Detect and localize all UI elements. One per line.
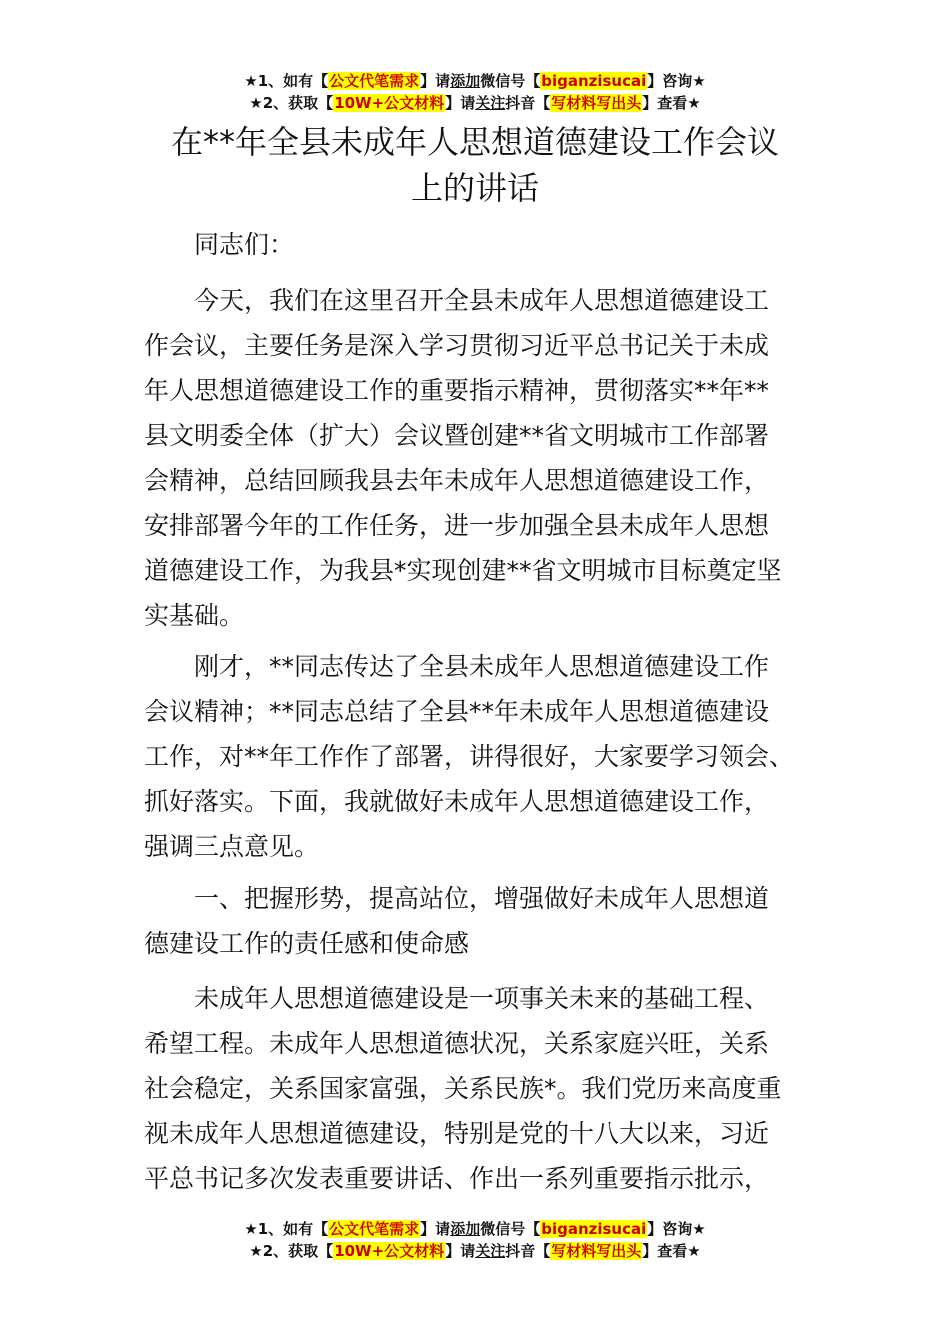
paragraph-line: 视未成年人思想道德建设，特别是党的十八大以来，习近 bbox=[144, 1119, 770, 1148]
banner-text: 】咨询★ bbox=[647, 72, 706, 90]
banner-text: 微信号【 bbox=[480, 1220, 541, 1238]
document-title-line-1: 在**年全县未成年人思想道德建设工作会议 bbox=[170, 123, 779, 161]
banner-text: 】请 bbox=[445, 94, 476, 112]
paragraph-line: 未成年人思想道德建设是一项事关未来的基础工程、 bbox=[194, 984, 770, 1013]
banner-text: ★2、获取【 bbox=[249, 1242, 334, 1260]
paragraph-line: 道德建设工作，为我县*实现创建**省文明城市目标奠定坚 bbox=[144, 556, 782, 585]
paragraph-line: 刚才，**同志传达了全县未成年人思想道德建设工作 bbox=[194, 652, 770, 681]
banner-text: 抖音【 bbox=[505, 1242, 551, 1260]
heading-line: 德建设工作的责任感和使命感 bbox=[144, 929, 470, 958]
paragraph-line: 工作，对**年工作作了部署，讲得很好，大家要学习领会、 bbox=[144, 742, 795, 771]
banner-underlined: 添加 bbox=[450, 72, 481, 90]
banner-text: 】请 bbox=[420, 1220, 451, 1238]
paragraph-line: 县文明委全体（扩大）会议暨创建**省文明城市工作部署 bbox=[144, 421, 770, 450]
banner-highlight: 公文代笔需求 bbox=[329, 72, 420, 90]
banner-text: 】查看★ bbox=[642, 1242, 701, 1260]
paragraph-line: 作会议，主要任务是深入学习贯彻习近平总书记关于未成 bbox=[144, 331, 770, 360]
paragraph-line: 平总书记多次发表重要讲话、作出一系列重要指示批示， bbox=[144, 1164, 770, 1193]
banner-underlined: 关注 bbox=[475, 1242, 506, 1260]
banner-highlight: 公文代笔需求 bbox=[329, 1220, 420, 1238]
document-title-line-2: 上的讲话 bbox=[410, 169, 539, 207]
banner-text: ★1、如有【 bbox=[244, 1220, 329, 1238]
paragraph-line: 强调三点意见。 bbox=[144, 832, 320, 861]
banner-line-1 bbox=[0, 70, 950, 92]
banner-text: 】请 bbox=[420, 72, 451, 90]
paragraph-line: 今天，我们在这里召开全县未成年人思想道德建设工 bbox=[194, 286, 770, 315]
banner-text: 微信号【 bbox=[480, 72, 541, 90]
footer-banner bbox=[0, 1218, 950, 1262]
banner-line-2 bbox=[0, 1240, 950, 1262]
paragraph-line: 抓好落实。下面，我就做好未成年人思想道德建设工作， bbox=[144, 787, 770, 816]
salutation bbox=[144, 222, 834, 267]
banner-underlined: 添加 bbox=[450, 1220, 481, 1238]
banner-highlight: 写材料写出头 bbox=[551, 94, 642, 112]
paragraph-line: 会议精神；**同志总结了全县**年未成年人思想道德建设 bbox=[144, 697, 770, 726]
banner-underlined: 关注 bbox=[475, 94, 506, 112]
section-heading-1 bbox=[144, 876, 834, 966]
banner-text: 】咨询★ bbox=[647, 1220, 706, 1238]
header-banner bbox=[0, 70, 950, 114]
paragraph-1 bbox=[144, 278, 834, 638]
banner-line-1 bbox=[0, 1218, 950, 1240]
paragraph-3 bbox=[144, 976, 834, 1201]
paragraph-line: 希望工程。未成年人思想道德状况，关系家庭兴旺，关系 bbox=[144, 1029, 770, 1058]
banner-highlight: 写材料写出头 bbox=[551, 1242, 642, 1260]
banner-highlight: biganzisucai bbox=[541, 72, 647, 90]
paragraph-line: 实基础。 bbox=[144, 601, 245, 630]
paragraph-line: 安排部署今年的工作任务，进一步加强全县未成年人思想 bbox=[144, 511, 770, 540]
salutation-text: 同志们： bbox=[194, 230, 295, 259]
paragraph-line: 社会稳定，关系国家富强，关系民族*。我们党历来高度重 bbox=[144, 1074, 782, 1103]
paragraph-2 bbox=[144, 644, 834, 869]
banner-line-2 bbox=[0, 92, 950, 114]
banner-highlight: 10W+公文材料 bbox=[334, 1242, 445, 1260]
heading-line: 一、把握形势，提高站位，增强做好未成年人思想道 bbox=[194, 884, 770, 913]
banner-text: 抖音【 bbox=[505, 94, 551, 112]
banner-text: ★2、获取【 bbox=[249, 94, 334, 112]
banner-text: 】查看★ bbox=[642, 94, 701, 112]
paragraph-line: 年人思想道德建设工作的重要指示精神，贯彻落实**年** bbox=[144, 376, 770, 405]
banner-text: ★1、如有【 bbox=[244, 72, 329, 90]
banner-highlight: biganzisucai bbox=[541, 1220, 647, 1238]
banner-text: 】请 bbox=[445, 1242, 476, 1260]
paragraph-line: 会精神，总结回顾我县去年未成年人思想道德建设工作， bbox=[144, 466, 770, 495]
banner-highlight: 10W+公文材料 bbox=[334, 94, 445, 112]
